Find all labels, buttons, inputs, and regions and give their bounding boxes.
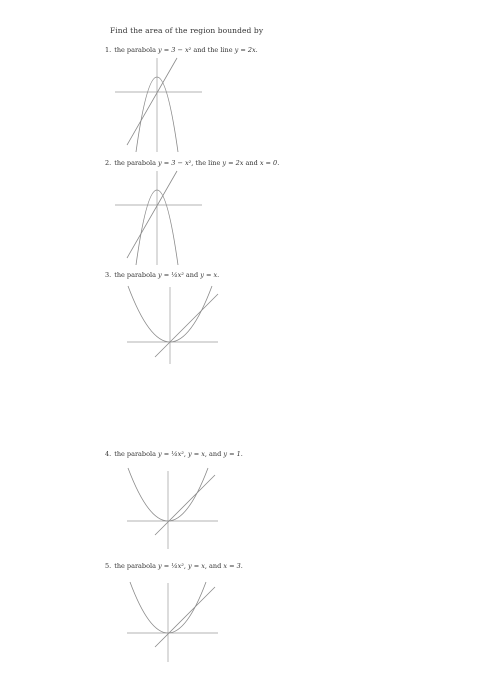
problem-3-text: .: [217, 271, 220, 279]
worksheet-heading: Find the area of the region bounded by: [110, 26, 264, 35]
problem-4-text: the parabola: [114, 450, 159, 458]
problem-2-bound-eq: x = 0: [259, 159, 278, 167]
problem-4-line-eq: y = x: [188, 450, 205, 458]
problem-3-graph: [115, 282, 225, 367]
problem-2-graph: [110, 168, 210, 268]
problem-1-text: the parabola: [114, 46, 159, 54]
problem-2-statement: [105, 159, 279, 167]
problem-2-parabola-eq: y = 3 − x²: [158, 159, 192, 167]
problem-3-statement: [105, 271, 219, 279]
line-curve: [155, 475, 215, 535]
problem-4-number: 4.: [105, 450, 112, 458]
problem-1-text: and the line: [191, 46, 235, 54]
problem-4-parabola-eq: y = ¼x²: [158, 450, 184, 458]
problem-1-number: 1.: [105, 46, 112, 54]
problem-1-text: .: [255, 46, 258, 54]
problem-3-number: 3.: [105, 271, 112, 279]
problem-5-text: the parabola: [114, 562, 159, 570]
problem-5-text: .: [240, 562, 243, 570]
problem-5-statement: [105, 562, 243, 570]
problem-5-graph: [115, 575, 225, 665]
problem-2-text: and: [243, 159, 260, 167]
line-curve: [127, 171, 177, 258]
problem-4-statement: [105, 450, 243, 458]
problem-2-text: .: [277, 159, 280, 167]
problem-3-text: and: [183, 271, 201, 279]
line-curve: [155, 294, 218, 357]
problem-3-line-eq: y = x: [200, 271, 218, 279]
problem-5-text: ,: [183, 562, 188, 570]
problem-1-statement: [105, 46, 258, 54]
problem-4-text: , and: [204, 450, 224, 458]
problem-5-text: , and: [204, 562, 224, 570]
line-curve: [127, 58, 177, 145]
problem-3-parabola-eq: y = ¼x²: [158, 271, 184, 279]
problem-5-number: 5.: [105, 562, 112, 570]
problem-4-text: ,: [183, 450, 188, 458]
problem-5-bound-eq: x = 3: [223, 562, 241, 570]
problem-2-number: 2.: [105, 159, 112, 167]
problem-4-bound-eq: y = 1: [223, 450, 241, 458]
problem-1-parabola-eq: y = 3 − x²: [158, 46, 192, 54]
line-curve: [155, 587, 215, 647]
problem-3-text: the parabola: [114, 271, 159, 279]
problem-2-text: the parabola: [114, 159, 159, 167]
problem-1-graph: [110, 55, 210, 155]
problem-5-parabola-eq: y = ¼x²: [158, 562, 184, 570]
problem-1-line-eq: y = 2x: [234, 46, 256, 54]
problem-2-text: , the line: [191, 159, 223, 167]
problem-4-text: .: [240, 450, 243, 458]
problem-4-graph: [115, 463, 225, 553]
problem-5-line-eq: y = x: [188, 562, 205, 570]
problem-2-line-eq: y = 2x: [222, 159, 244, 167]
